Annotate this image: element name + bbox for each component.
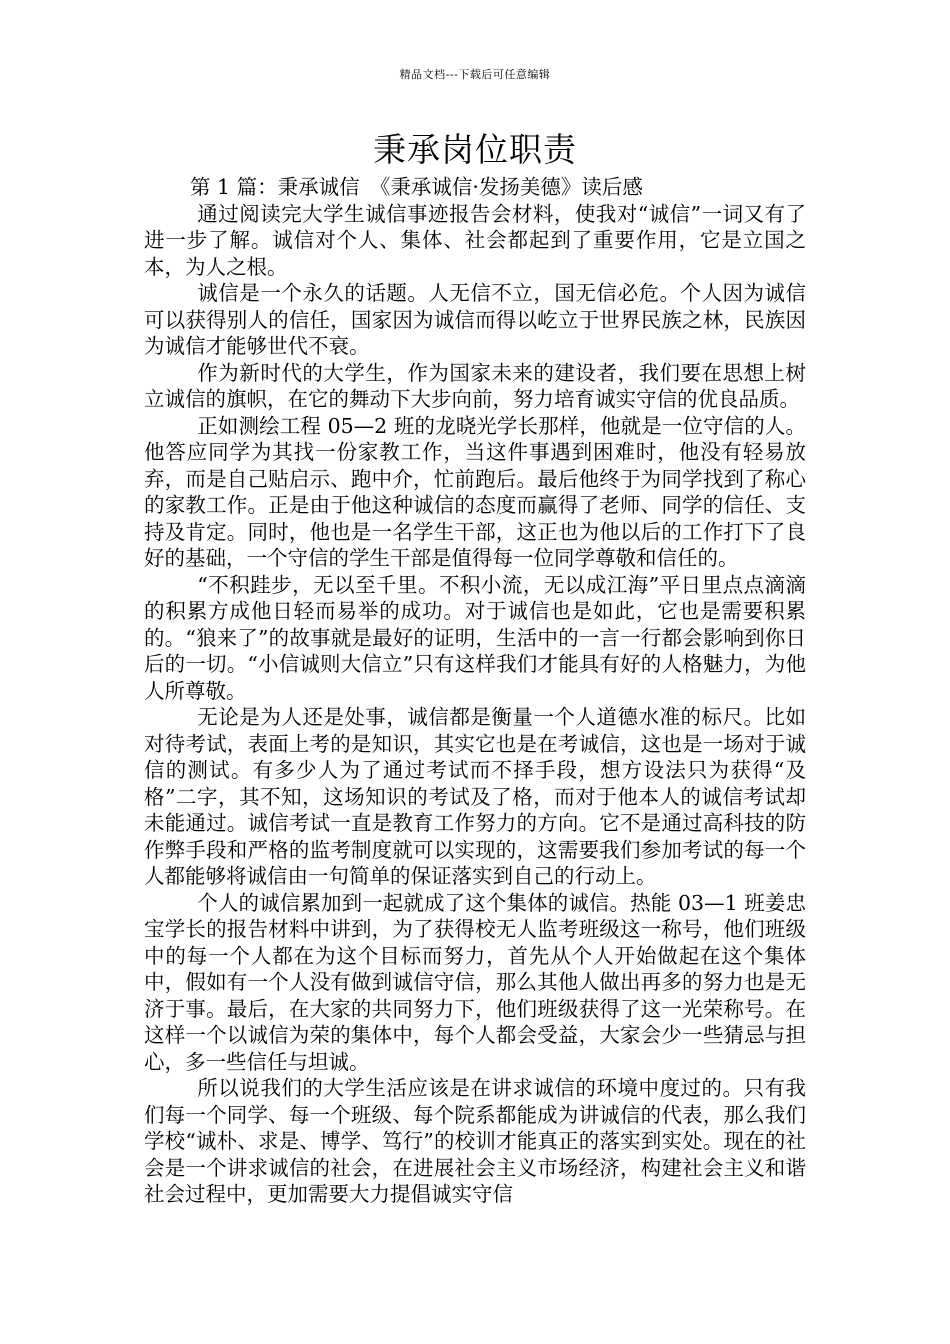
paragraph: 无论是为人还是处事，诚信都是衡量一个人道德水准的标尺。比如对待考试，表面上考的是知识，其实它也是在考诚信，这也是一场对于诚信的测试。有多少人为了通过考试而不择手段，想方设法只为获得“及格”二字，其不知，这场知识的考试及了格，而对于他本人的诚信考试却未能通过。诚信考试一直是教育工作努力的方向。它不是通过高科技的防作弊手段和严格的监考制度就可以实现的，这需要我们参加考试的每一个人都能够将诚信由一句简单的保证落实到自己的行动上。 (144, 705, 806, 888)
paragraph: 通过阅读完大学生诚信事迹报告会材料，使我对“诚信”一词又有了进一步了解。诚信对个人、集体、社会都起到了重要作用，它是立国之本，为人之根。 (144, 201, 806, 279)
paragraph: 作为新时代的大学生，作为国家未来的建设者，我们要在思想上树立诚信的旗帜，在它的舞动下大步向前，努力培育诚实守信的优良品质。 (144, 360, 806, 411)
page-header-note: 精品文档---下载后可任意编辑 (399, 68, 551, 81)
document-subtitle: 第 1 篇：秉承诚信 《秉承诚信·发扬美德》读后感 (190, 175, 643, 199)
paragraph: 正如测绘工程 05—2 班的龙晓光学长那样，他就是一位守信的人。他答应同学为其找一份家教工作，当这件事遇到困难时，他没有轻易放弃，而是自己贴启示、跑中介，忙前跑后。最后他终于为同学找到了称心的家教工作。正是由于他这种诚信的态度而赢得了老师、同学的信任、支持及肯定。同时，他也是一名学生干部，这正也为他以后的工作打下了良好的基础，一个守信的学生干部是值得每一位同学尊敬和信任的。 (144, 413, 806, 570)
document-title: 秉承岗位职责 (373, 130, 577, 169)
paragraph: “不积跬步，无以至千里。不积小流，无以成江海”平日里点点滴滴的积累方成他日轻而易举的成功。对于诚信也是如此，它也是需要积累的。“狼来了”的故事就是最好的证明，生活中的一言一行都会影响到你日后的一切。“小信诚则大信立”只有这样我们才能具有好的人格魅力，为他人所尊敬。 (144, 572, 806, 703)
document-body (144, 174, 806, 1208)
paragraph: 个人的诚信累加到一起就成了这个集体的诚信。热能 03—1 班姜忠宝学长的报告材料中讲到，为了获得校无人监考班级这一称号，他们班级中的每一个人都在为这个目标而努力，首先从个人开始做起在这个集体中，假如有一个人没有做到诚信守信，那么其他人做出再多的努力也是无济于事。最后，在大家的共同努力下，他们班级获得了这一光荣称号。在这样一个以诚信为荣的集体中，每个人都会受益，大家会少一些猜忌与担心，多一些信任与坦诚。 (144, 890, 806, 1074)
paragraph: 诚信是一个永久的话题。人无信不立，国无信必危。个人因为诚信可以获得别人的信任，国家因为诚信而得以屹立于世界民族之林，民族因为诚信才能够世代不衰。 (144, 281, 806, 358)
paragraph: 所以说我们的大学生活应该是在讲求诚信的环境中度过的。只有我们每一个同学、每一个班级、每个院系都能成为讲诚信的代表，那么我们学校“诚朴、求是、博学、笃行”的校训才能真正的落实到实处。现在的社会是一个讲求诚信的社会，在进展社会主义市场经济，构建社会主义和谐社会过程中，更加需要大力提倡诚实守信 (144, 1076, 806, 1206)
